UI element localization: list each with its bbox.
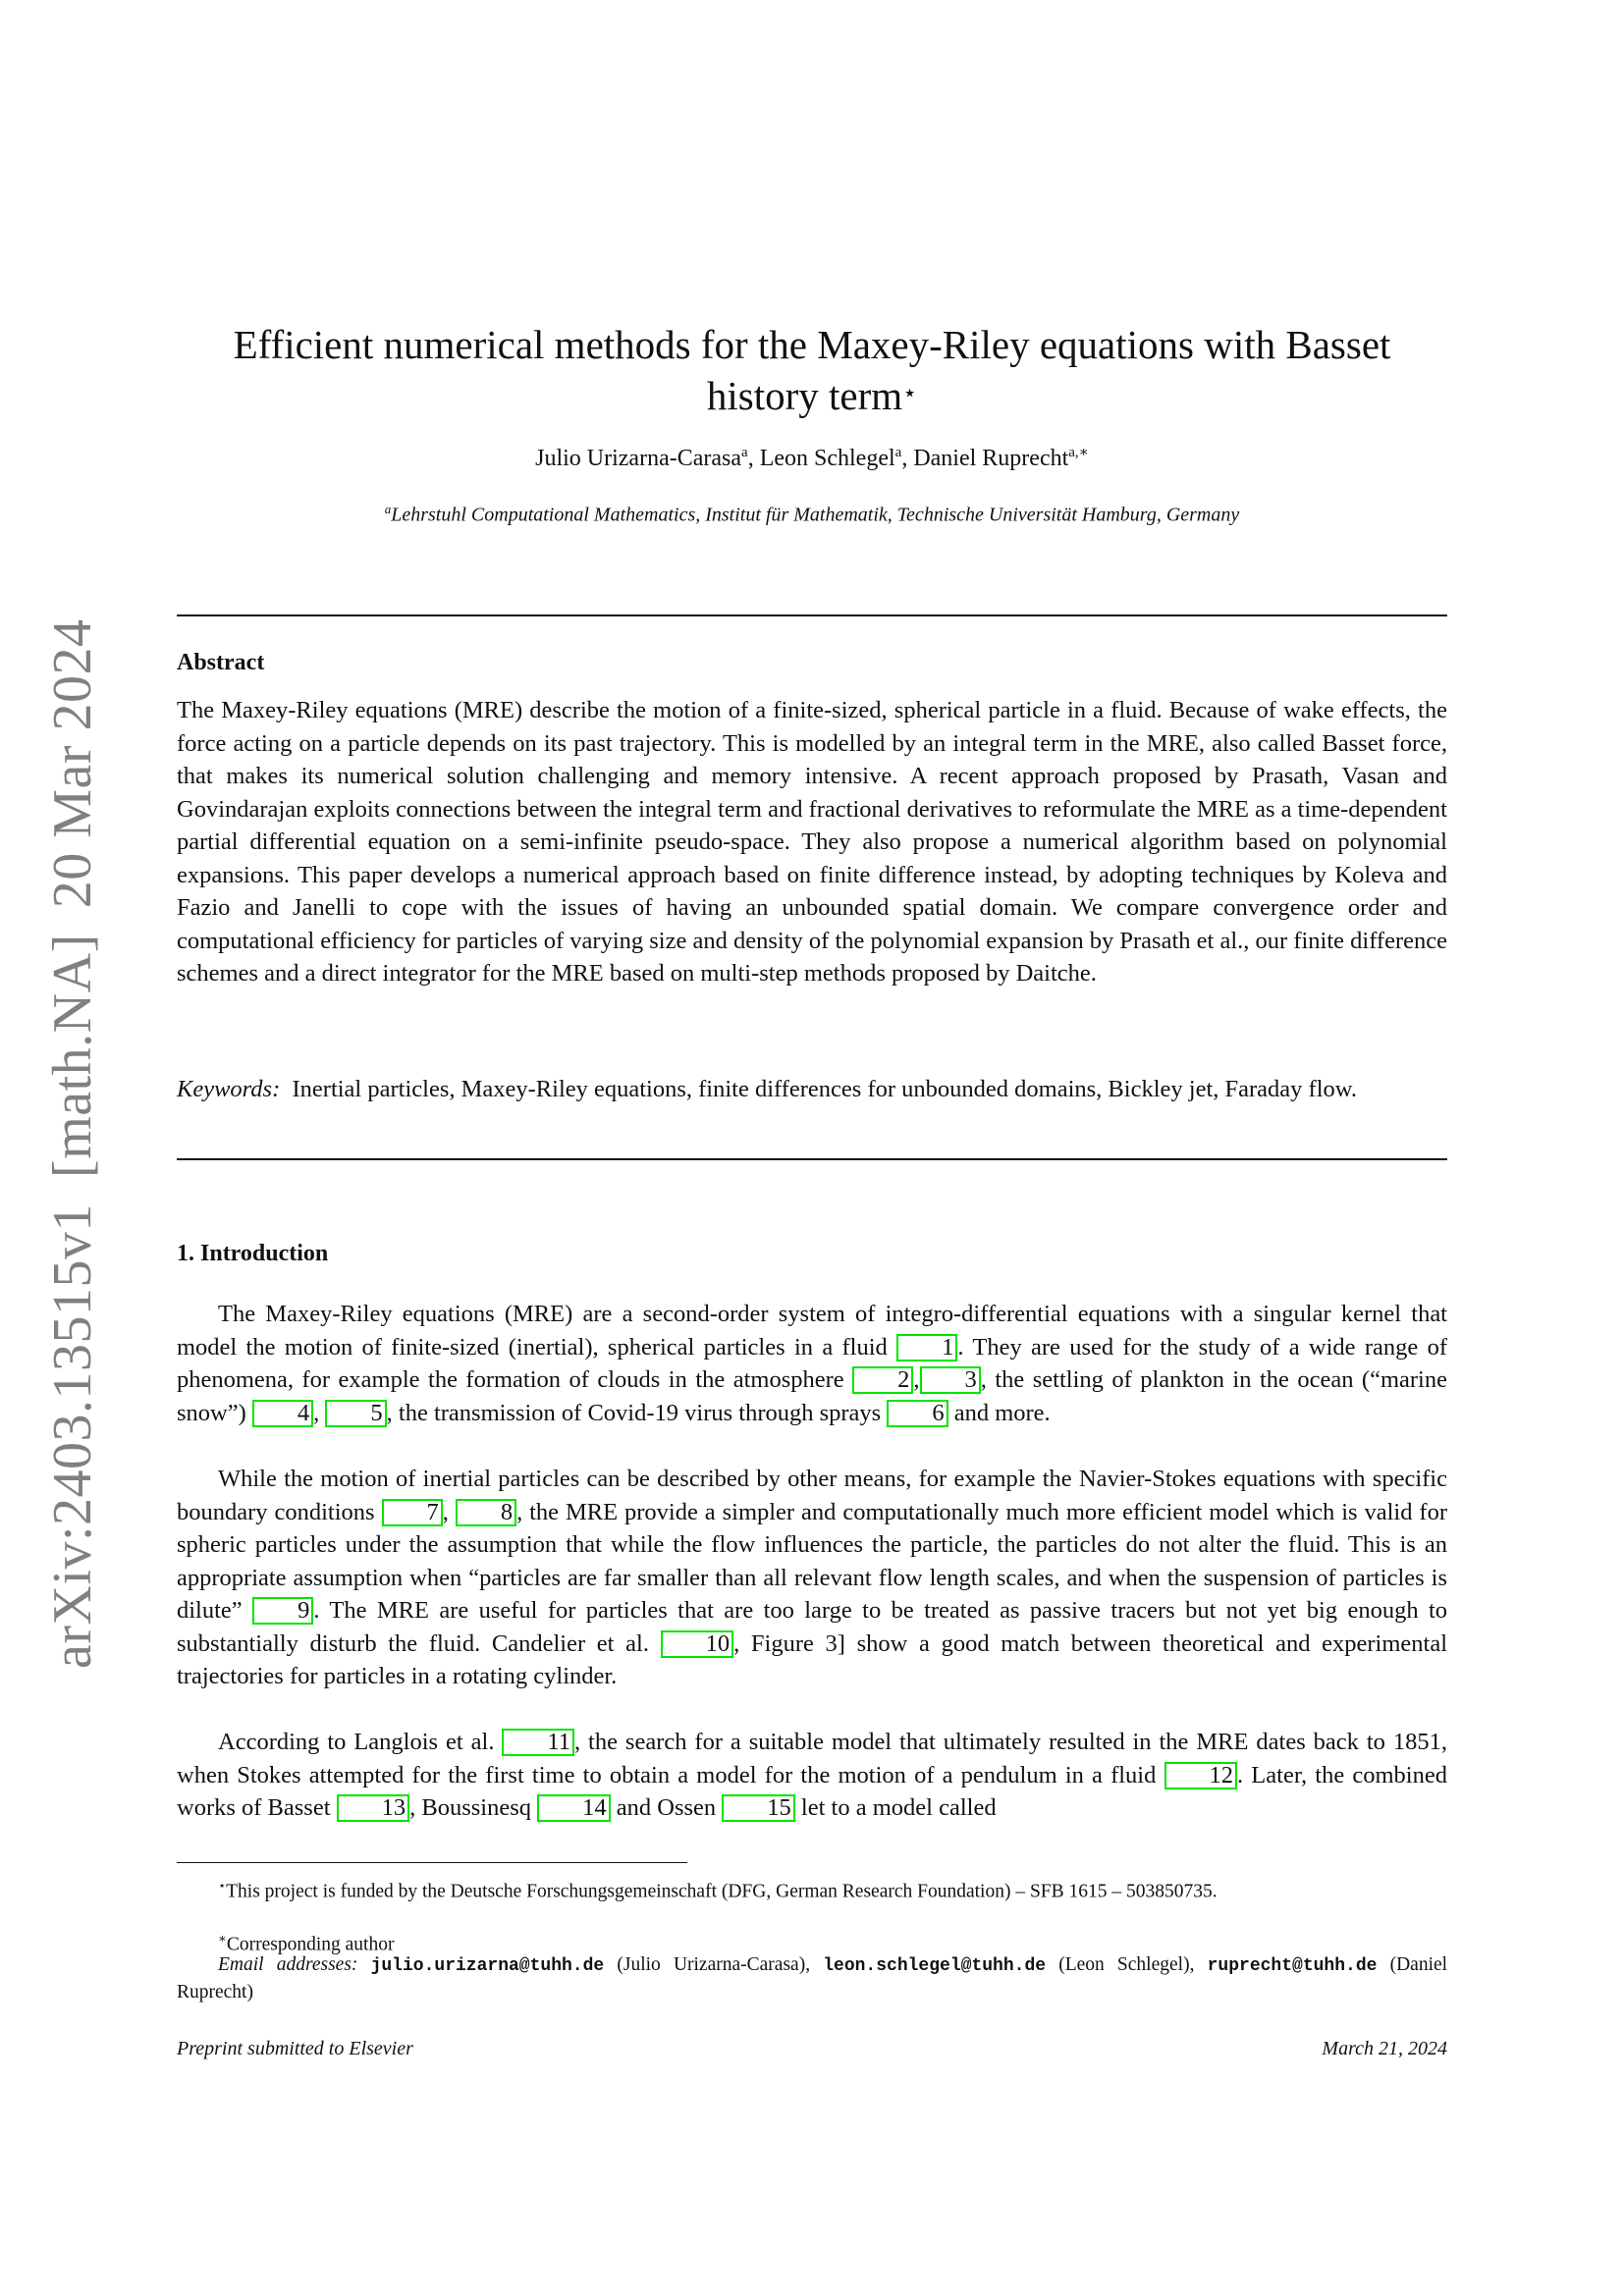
- introduction-heading: 1. Introduction: [177, 1241, 329, 1266]
- citation-link[interactable]: 14: [537, 1794, 611, 1822]
- author-list: Julio Urizarna-Carasa$^a$, Leon Schlegel$^a$, Daniel Ruprecht$^{a,∗}$: [535, 445, 1089, 471]
- text-run: . The MRE are useful for particles that are too large to be treated as passive tracers but not yet big enough to substantially disturb the fluid. Candelier et al.: [177, 1597, 1447, 1657]
- email-owner: (Daniel Ruprecht): [177, 1954, 1448, 2002]
- text-run: , Figure 3]: [733, 1629, 845, 1657]
- text-run: , the search for a suitable model that ultimately resulted in the MRE dates back to 1851, when Stokes attempted for the first time to obtain a model for the motion of a pendulum in a fluid: [177, 1729, 1447, 1789]
- email-owner: (Julio Urizarna-Carasa): [617, 1954, 806, 1975]
- citation-link[interactable]: 10: [661, 1630, 734, 1658]
- citation-link[interactable]: 12: [1164, 1762, 1238, 1789]
- footnote-rule: [177, 1862, 687, 1863]
- citation-link[interactable]: 7: [382, 1499, 443, 1526]
- citation-link[interactable]: 6: [887, 1400, 947, 1427]
- text-run: While the motion of inertial particles can be described by other means, for example the Navier-Stokes equations with specific boundary conditions: [177, 1466, 1447, 1525]
- arxiv-date: 20 Mar 2024: [42, 618, 103, 909]
- citation-link[interactable]: 15: [722, 1794, 795, 1822]
- text-run: , Boussinesq: [409, 1794, 538, 1821]
- affiliation-text: Lehrstuhl Computational Mathematics, Institut für Mathematik, Technische Universität Hamburg, Germany: [391, 504, 1240, 526]
- email-owner: (Leon Schlegel): [1058, 1954, 1190, 1975]
- citation-link[interactable]: 4: [252, 1400, 313, 1427]
- footnote-funding-text: This project is funded by the Deutsche Forschungsgemeinschaft (DFG, German Research Foundation) – SFB 1615 – 503850735.: [226, 1881, 1218, 1902]
- intro-paragraph-2: While the motion of inertial particles can be described by other means, for example the Navier-Stokes equations with specific boundary conditions 7 , 8 , the MRE provide a simpler and computationally much more efficient model which is valid for spheric particles under the assumption that while the flow influences the particle, the particles do not alter the fluid. This is an appropriate assumption when “particles are far smaller than all relevant flow length scales, and when the suspension of particles is dilute” 9 . The MRE are useful for particles that are too large to be treated as passive tracers but not yet big enough to substantially disturb the fluid. Candelier et al. 10 , Figure 3] show a good match between theoretical and experimental trajectories for particles in a rotating cylinder.: [177, 1466, 1448, 1689]
- footnote-mark: ⋆: [218, 1878, 227, 1893]
- text-run: show a good match between theoretical and experimental trajectories for particles in a rotating cylinder.: [177, 1629, 1448, 1689]
- text-run: , the transmission of Covid-19 virus through sprays: [386, 1399, 888, 1426]
- footnote-funding: [177, 1873, 1447, 1905]
- text-run: , the settling of plankton in the ocean (“marine snow”): [177, 1366, 1447, 1426]
- author-affil-mark: a: [894, 445, 902, 460]
- arxiv-stamp: [41, 618, 104, 1669]
- text-run: and Ossen: [610, 1794, 723, 1821]
- footnote-mark: ∗: [218, 1931, 227, 1946]
- citation-link[interactable]: 9: [252, 1597, 313, 1625]
- footer-date: March 21, 2024: [1322, 2038, 1447, 2059]
- author-name: Leon Schlegel: [759, 446, 895, 471]
- footer-preprint-note: Preprint submitted to Elsevier: [177, 2038, 413, 2059]
- abstract-text: The Maxey-Riley equations (MRE) describe the motion of a finite-sized, spherical particle in a fluid. Because of wake effects, the force acting on a particle depends on its past trajectory. This is modelled by an integral term in the MRE, also called Basset force, that makes its numerical solution challenging and memory intensive. A recent approach proposed by Prasath, Vasan and Govindarajan exploits connections between the integral term and fractional derivatives to reformulate the MRE as a time-dependent partial differential equation on a semi-infinite pseudo-space. They also propose a numerical algorithm based on polynomial expansions. This paper develops a numerical approach based on finite difference instead, by adopting techniques by Koleva and Fazio and Janelli to cope with the issues of having an unbounded spatial domain. We compare convergence order and computational efficiency for particles of varying size and density of the polynomial expansion by Prasath et al., our finite difference schemes and a direct integrator for the MRE based on multi-step methods proposed by Daitche.: [177, 697, 1447, 987]
- title-footnote-mark[interactable]: ⋆: [902, 381, 918, 407]
- citation-link[interactable]: 11: [502, 1729, 574, 1756]
- email-link[interactable]: ruprecht@tuhh.de: [1207, 1956, 1378, 1976]
- arxiv-id[interactable]: arXiv:2403.13515v1: [42, 1202, 103, 1669]
- footnote-corresponding-text: Corresponding author: [226, 1934, 395, 1955]
- keywords: [177, 1073, 1447, 1106]
- email-label: Email addresses:: [218, 1954, 358, 1975]
- citation-link[interactable]: 13: [337, 1794, 410, 1822]
- abstract-heading: Abstract: [177, 650, 265, 675]
- author-affil-mark: a: [741, 445, 748, 460]
- affiliation-mark: a: [384, 502, 392, 516]
- citation-link[interactable]: 2: [852, 1366, 913, 1394]
- text-run: . They are used for the study of a wide range of phenomena, for example the formation of clouds in the atmosphere: [177, 1333, 1447, 1393]
- text-run: . Later, the combined works of Basset: [177, 1761, 1447, 1821]
- abstract-top-rule: [177, 614, 1447, 616]
- email-link[interactable]: julio.urizarna@tuhh.de: [370, 1956, 605, 1976]
- text-run: and more.: [947, 1399, 1051, 1426]
- text-run: , the MRE provide a simpler and computationally much more efficient model which is valid for spheric particles under the assumption that while the flow influences the particle, the particles do not alter the fluid. This is an appropriate assumption when “particles are far smaller than all relevant flow length scales, and when the suspension of particles is dilute”: [177, 1498, 1447, 1624]
- keywords-label: Keywords:: [177, 1076, 281, 1102]
- citation-link[interactable]: 5: [325, 1400, 386, 1427]
- citation-link[interactable]: 1: [896, 1334, 957, 1362]
- text-run: According to Langlois et al.: [218, 1729, 503, 1755]
- text-run: The Maxey-Riley equations (MRE) are a second-order system of integro-differential equations with a singular kernel that model the motion of finite-sized (inertial), spherical particles in a fluid: [177, 1301, 1447, 1361]
- intro-paragraph-3: [177, 1726, 1447, 1825]
- intro-paragraph-1: The Maxey-Riley equations (MRE) are a second-order system of integro-differential equations with a singular kernel that model the motion of finite-sized (inertial), spherical particles in a fluid 1 . They are used for the study of a wide range of phenomena, for example the formation of clouds in the atmosphere 2 , 3 , the settling of plankton in the ocean (“marine snow”) 4 , 5 , the transmission of Covid-19 virus through sprays 6 and more.: [177, 1301, 1447, 1426]
- author-name: Daniel Ruprecht: [913, 446, 1069, 471]
- citation-link[interactable]: 8: [456, 1499, 516, 1526]
- arxiv-category: [math.NA]: [42, 934, 103, 1178]
- author-name: Julio Urizarna-Carasa: [535, 446, 742, 471]
- paper-title: [177, 319, 1447, 421]
- author-affil-mark[interactable]: a,∗: [1068, 445, 1089, 460]
- footnote-emails: Email addresses: julio.urizarna@tuhh.de (Julio Urizarna-Carasa), leon.schlegel@tuhh.de (Leon Schlegel), ruprecht@tuhh.de (Daniel Ruprecht): [177, 1954, 1448, 2002]
- paper-title-text: Efficient numerical methods for the Maxey-Riley equations with Basset history term: [233, 322, 1391, 419]
- abstract-bottom-rule: [177, 1158, 1447, 1160]
- keywords-text: Inertial particles, Maxey-Riley equations, finite differences for unbounded domains, Bickley jet, Faraday flow.: [292, 1076, 1357, 1102]
- text-run: let to a model called: [794, 1794, 997, 1821]
- affiliation: [177, 497, 1447, 528]
- citation-link[interactable]: 3: [920, 1366, 981, 1394]
- email-link[interactable]: leon.schlegel@tuhh.de: [823, 1956, 1047, 1976]
